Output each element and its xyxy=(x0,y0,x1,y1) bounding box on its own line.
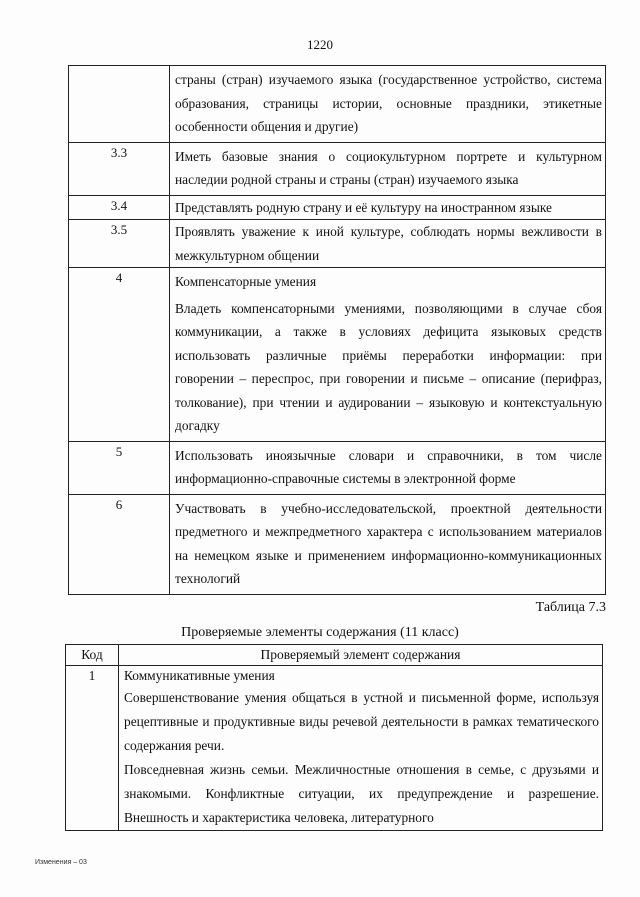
row-text: Проявлять уважение к иной культуре, соблюдать нормы вежливости в межкультурном общении xyxy=(170,220,606,268)
table-header-row xyxy=(66,645,603,666)
skills-table xyxy=(68,65,606,595)
row-text: Использовать иноязычные словари и справочники, в том числе информационно-справочные системы в электронной форме xyxy=(170,441,606,494)
row-text: Владеть компенсаторными умениями, позволяющими в случае сбоя коммуникации, а также в условиях дефицита языковых средств использовать различные приёмы переработки информации: при говорении – переспрос, при говорении и письме – описание (перифраз, толкование), при чтении и аудировании – языковую и контекстуальную догадку xyxy=(175,300,602,433)
row-number: 4 xyxy=(69,268,170,442)
table-row xyxy=(69,142,606,195)
row-text: Представлять родную страну и её культуру на иностранном языке xyxy=(170,195,606,220)
header-element: Проверяемый элемент содержания xyxy=(119,645,603,666)
table-row xyxy=(69,494,606,594)
row-text: Участвовать в учебно-исследовательской, проектной деятельности предметного и межпредметного характера с использованием материалов на немецком языке и применением информационно-коммуникационных технологий xyxy=(170,494,606,594)
table-row xyxy=(69,441,606,494)
paragraph: Повседневная жизнь семьи. Межличностные отношения в семье, с друзьями и знакомыми. Конфликтные ситуации, их предупреждение и разрешение. Внешность и характеристика человека, литературного xyxy=(124,762,599,825)
header-code: Код xyxy=(66,645,119,666)
table-row xyxy=(69,66,606,143)
row-number xyxy=(69,66,170,143)
page-number: 1220 xyxy=(307,37,333,52)
section-title: Коммуникативные умения xyxy=(124,668,275,683)
row-text: Иметь базовые знания о социокультурном портрете и культурном наследии родной страны и страны (стран) изучаемого языка xyxy=(170,142,606,195)
table-row xyxy=(69,195,606,220)
paragraph: Совершенствование умения общаться в устной и письменной форме, используя рецептивные и продуктивные виды речевой деятельности в рамках тематического содержания речи. xyxy=(124,690,599,753)
row-number: 3.5 xyxy=(69,220,170,268)
content-elements-table xyxy=(65,644,603,831)
table-row xyxy=(66,666,603,831)
row-number: 3.3 xyxy=(69,142,170,195)
row-title: Компенсаторные умения xyxy=(175,274,317,289)
table-label: Таблица 7.3 xyxy=(535,600,606,615)
row-number: 3.4 xyxy=(69,195,170,220)
row-number: 6 xyxy=(69,494,170,594)
row-number: 5 xyxy=(69,441,170,494)
row-code: 1 xyxy=(66,666,119,831)
table-title: Проверяемые элементы содержания (11 класс) xyxy=(181,625,459,640)
footer-note: Изменения – 03 xyxy=(35,859,87,866)
table-row xyxy=(69,268,606,442)
row-cell xyxy=(119,666,603,831)
table-row xyxy=(69,220,606,268)
row-text: страны (стран) изучаемого языка (государственное устройство, система образования, страницы истории, основные праздники, этикетные особенности общения и другие) xyxy=(170,66,606,143)
row-cell xyxy=(170,268,606,442)
